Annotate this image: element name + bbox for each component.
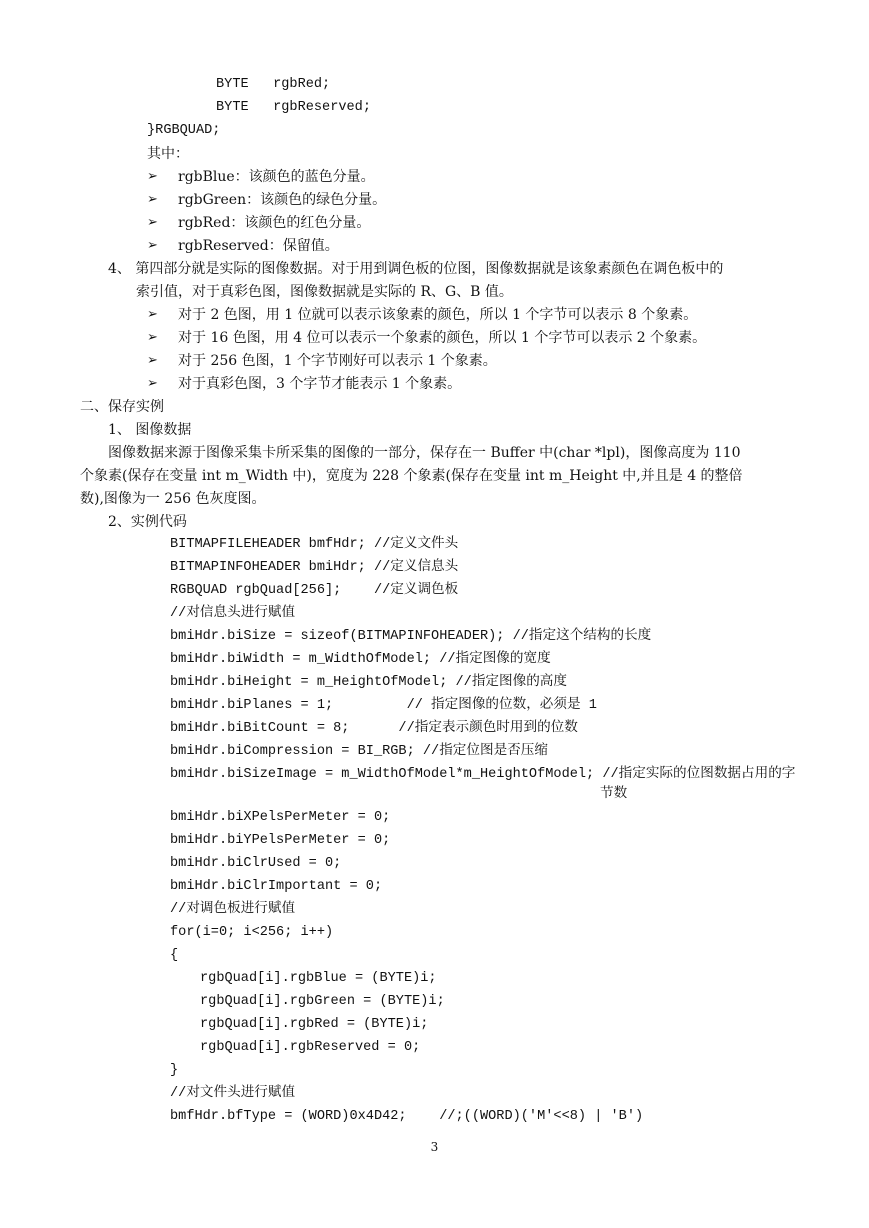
code-line: bmiHdr.biBitCount = 8; //指定表示颜色时用到的位数 — [170, 721, 578, 736]
code-line: } — [170, 1063, 179, 1078]
code-line: rgbQuad[i].rgbRed = (BYTE)i; — [200, 1017, 429, 1032]
bullet-item: rgbReserved：保留值。 — [178, 238, 339, 254]
code-line: bmiHdr.biPlanes = 1; // 指定图像的位数，必须是 1 — [170, 698, 597, 713]
code-line-wrap: 节数 — [600, 787, 628, 802]
subsection-heading: 1、 图像数据 — [108, 422, 192, 438]
bullet-item: 对于 16 色图，用 4 位可以表示一个象素的颜色，所以 1 个字节可以表示 2 个象素。 — [178, 330, 707, 346]
code-line: bmiHdr.biSizeImage = m_WidthOfModel*m_HeightOfModel; //指定实际的位图数据占用的字 — [170, 767, 796, 782]
bullet-item: rgbBlue：该颜色的蓝色分量。 — [178, 169, 375, 185]
paragraph-line: 数),图像为一 256 色灰度图。 — [80, 491, 266, 507]
page-number: 3 — [430, 1140, 439, 1154]
arrow-bullet-icon: ➢ — [147, 169, 158, 184]
code-line: bmiHdr.biClrUsed = 0; — [170, 856, 342, 871]
bullet-item: rgbRed：该颜色的红色分量。 — [178, 215, 371, 231]
code-line: bmiHdr.biYPelsPerMeter = 0; — [170, 833, 391, 848]
code-line: bmiHdr.biHeight = m_HeightOfModel; //指定图像的高度 — [170, 675, 567, 690]
code-line: //对文件头进行赋值 — [170, 1086, 296, 1101]
bullet-item: rgbGreen：该颜色的绿色分量。 — [178, 192, 387, 208]
code-line: BITMAPINFOHEADER bmiHdr; //定义信息头 — [170, 560, 459, 575]
arrow-bullet-icon: ➢ — [147, 307, 158, 322]
numbered-item-continued: 索引值，对于真彩色图，图像数据就是实际的 R、G、B 值。 — [136, 284, 513, 300]
code-line: bmiHdr.biXPelsPerMeter = 0; — [170, 810, 391, 825]
arrow-bullet-icon: ➢ — [147, 330, 158, 345]
code-line: //对调色板进行赋值 — [170, 902, 296, 917]
code-line: bmiHdr.biSize = sizeof(BITMAPINFOHEADER); //指定这个结构的长度 — [170, 629, 652, 644]
paragraph-line: 图像数据来源于图像采集卡所采集的图像的一部分，保存在一 Buffer 中(char *lpl)，图像高度为 110 — [108, 445, 741, 461]
code-line: //对信息头进行赋值 — [170, 606, 296, 621]
code-line: RGBQUAD rgbQuad[256]; //定义调色板 — [170, 583, 459, 598]
code-line: bmiHdr.biCompression = BI_RGB; //指定位图是否压缩 — [170, 744, 548, 759]
arrow-bullet-icon: ➢ — [147, 192, 158, 207]
paragraph-line: 个象素(保存在变量 int m_Width 中)，宽度为 228 个象素(保存在变量 int m_Height 中,并且是 4 的整倍 — [80, 468, 743, 484]
code-line: rgbQuad[i].rgbGreen = (BYTE)i; — [200, 994, 445, 1009]
code-line: bmiHdr.biWidth = m_WidthOfModel; //指定图像的宽度 — [170, 652, 551, 667]
numbered-item: 4、 第四部分就是实际的图像数据。对于用到调色板的位图，图像数据就是该象素颜色在调色板中的 — [108, 261, 724, 277]
bullet-item: 对于 2 色图，用 1 位就可以表示该象素的颜色，所以 1 个字节可以表示 8 个象素。 — [178, 307, 698, 323]
arrow-bullet-icon: ➢ — [147, 376, 158, 391]
code-line: BYTE rgbReserved; — [216, 100, 371, 115]
subsection-heading: 2、实例代码 — [108, 514, 187, 530]
arrow-bullet-icon: ➢ — [147, 215, 158, 230]
code-line: rgbQuad[i].rgbReserved = 0; — [200, 1040, 421, 1055]
code-line: bmfHdr.bfType = (WORD)0x4D42; //;((WORD)('M'<<8) | 'B') — [170, 1109, 644, 1124]
section-heading: 二、保存实例 — [80, 399, 164, 415]
code-line: BITMAPFILEHEADER bmfHdr; //定义文件头 — [170, 537, 459, 552]
bullet-item: 对于真彩色图，3 个字节才能表示 1 个象素。 — [178, 376, 462, 392]
code-line: bmiHdr.biClrImportant = 0; — [170, 879, 383, 894]
code-line: for(i=0; i<256; i++) — [170, 925, 334, 940]
code-line: }RGBQUAD; — [147, 123, 221, 138]
text-line: 其中： — [147, 146, 189, 162]
arrow-bullet-icon: ➢ — [147, 353, 158, 368]
code-line: rgbQuad[i].rgbBlue = (BYTE)i; — [200, 971, 437, 986]
bullet-item: 对于 256 色图，1 个字节刚好可以表示 1 个象素。 — [178, 353, 497, 369]
arrow-bullet-icon: ➢ — [147, 238, 158, 253]
code-line: { — [170, 948, 179, 963]
code-line: BYTE rgbRed; — [216, 77, 331, 92]
